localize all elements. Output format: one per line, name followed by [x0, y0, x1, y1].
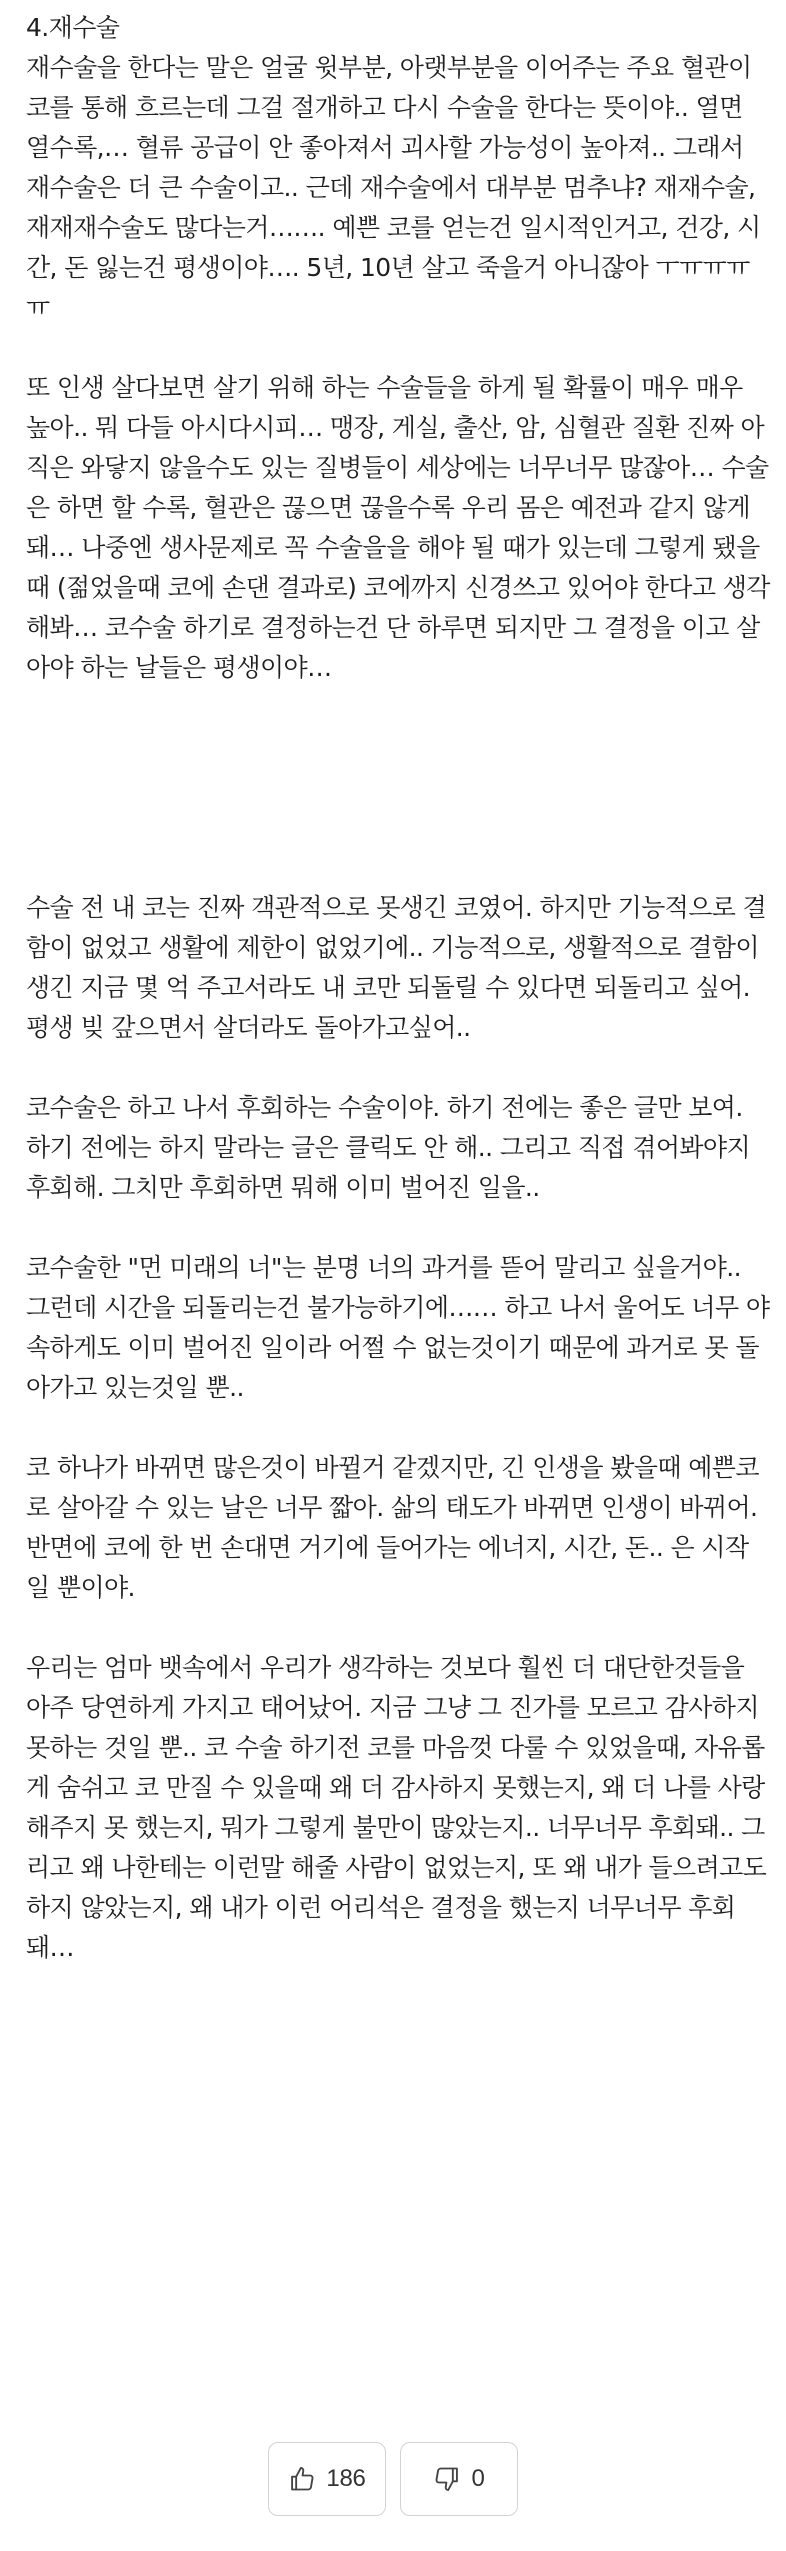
paragraph-7: 우리는 엄마 뱃속에서 우리가 생각하는 것보다 훨씬 더 대단한것들을 아주 당연하게 가지고 태어났어. 지금 그냥 그 진가를 모르고 감사하지 못하는 것일 뿐.. 코 수술 하기전 코를 마음껏 다룰 수 있었을때, 자유롭게 숨쉬고 코 만질 수 있을때 왜 더 감사하지 못했는지, 왜 더 나를 사랑해주지 못 했는지, 뭐가 그렇게 불만이 많았는지.. 너무너무 후회돼.. 그리고 왜 나한테는 이런말 해줄 사람이 없었는지, 또 왜 내가 들으려고도 하지 않았는지, 왜 내가 이런 어리석은 결정을 했는지 너무너무 후회돼…	[26, 1653, 767, 1962]
paragraph-5: 코수술한 "먼 미래의 너"는 분명 너의 과거를 뜯어 말리고 싶을거야.. 그런데 시간을 되돌리는건 불가능하기에…… 하고 나서 울어도 너무 야속하게도 이미 벌어진 일이라 어쩔 수 없는것이기 때문에 과거로 못 돌아가고 있는것일 뿐..	[26, 1253, 770, 1402]
paragraph-3: 수술 전 내 코는 진짜 객관적으로 못생긴 코였어. 하지만 기능적으로 결함이 없었고 생활에 제한이 없었기에.. 기능적으로, 생활적으로 결함이 생긴 지금 몇 억 주고서라도 내 코만 되돌릴 수 있다면 되돌리고 싶어. 평생 빚 갚으면서 살더라도 돌아가고싶어..	[26, 893, 767, 1042]
spacer	[26, 1408, 771, 1448]
paragraph-2: 또 인생 살다보면 살기 위해 하는 수술들을 하게 될 확률이 매우 매우 높아.. 뭐 다들 아시다시피… 맹장, 게실, 출산, 암, 심혈관 질환 진짜 아직은 와닿지 않을수도 있는 질병들이 세상에는 너무너무 많잖아… 수술은 하면 할 수록, 혈관은 끊으면 끊을수록 우리 몸은 예전과 같지 않게 돼… 나중엔 생사문제로 꼭 수술을을 해야 될 때가 있는데 그렇게 됐을때 (젊었을때 코에 손댄 결과로) 코에까지 신경쓰고 있어야 한다고 생각해봐… 코수술 하기로 결정하는건 단 하루면 되지만 그 결정을 이고 살아야 하는 날들은 평생이야…	[26, 373, 770, 682]
downvote-button[interactable]	[400, 2442, 518, 2516]
spacer	[26, 1048, 771, 1088]
downvote-count: 0	[471, 2465, 485, 2492]
upvote-count: 186	[326, 2465, 366, 2492]
upvote-button[interactable]	[268, 2442, 386, 2516]
thumbs-up-icon	[288, 2465, 316, 2493]
spacer	[26, 1608, 771, 1648]
spacer	[26, 328, 771, 368]
paragraph-1: 재수술을 한다는 말은 얼굴 윗부분, 아랫부분을 이어주는 주요 혈관이 코를 통해 흐르는데 그걸 절개하고 다시 수술을 한다는 뜻이야.. 열면 열수록,… 혈류 공급이 안 좋아져서 괴사할 가능성이 높아져.. 그래서 재수술은 더 큰 수술이고.. 근데 재수술에서 대부분 멈추냐? 재재수술, 재재재수술도 많다는거……. 예쁜 코를 얻는건 일시적인거고, 건강, 시간, 돈 잃는건 평생이야…. 5년, 10년 살고 죽을거 아니잖아 ㅜㅠㅠㅠㅠ	[26, 53, 761, 322]
spacer	[26, 1208, 771, 1248]
section-title: 4.재수술	[26, 13, 120, 42]
paragraph-6: 코 하나가 바뀌면 많은것이 바뀔거 같겠지만, 긴 인생을 봤을때 예쁜코로 살아갈 수 있는 날은 너무 짧아. 삶의 태도가 바뀌면 인생이 바뀌어. 반면에 코에 한 번 손대면 거기에 들어가는 에너지, 시간, 돈.. 은 시작일 뿐이야.	[26, 1453, 759, 1602]
spacer-large	[26, 688, 771, 888]
post-body	[26, 8, 771, 1968]
thumbs-down-icon	[433, 2465, 461, 2493]
vote-bar	[0, 2442, 786, 2516]
paragraph-4: 코수술은 하고 나서 후회하는 수술이야. 하기 전에는 좋은 글만 보여. 하기 전에는 하지 말라는 글은 클릭도 안 해.. 그리고 직접 겪어봐야지 후회해. 그치만 후회하면 뭐해 이미 벌어진 일을..	[26, 1093, 751, 1202]
